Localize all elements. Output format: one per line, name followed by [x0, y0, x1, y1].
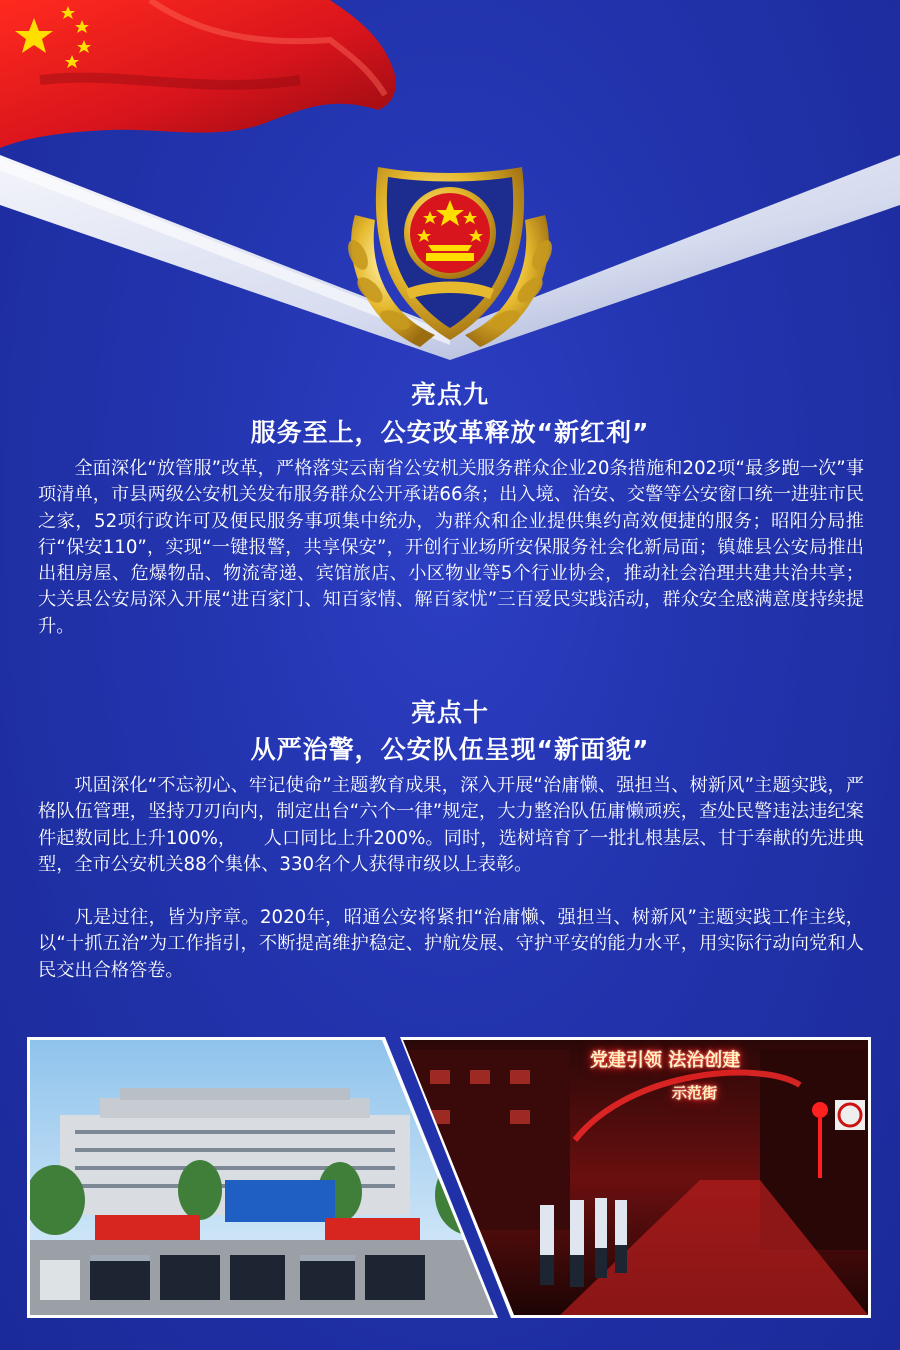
section9-subtitle: 服务至上，公安改革释放“新红利”	[250, 418, 650, 447]
photo-police-assembly	[0, 1030, 900, 1330]
section10-paragraph-2: 凡是过往，皆为序章。2020年，昭通公安将紧扣“治庸懒、强担当、树新风”主题实践工作主线，以“十抓五治”为工作指引，不断提高维护稳定、护航发展、守护平安的能力水平，用实际行动向党和人民交出合格答卷。	[38, 907, 864, 981]
photo-strip	[0, 1030, 900, 1330]
section10-title: 亮点十	[410, 698, 489, 727]
flag-icon	[0, 0, 396, 148]
section9-title: 亮点九	[410, 380, 489, 409]
header-art	[0, 0, 900, 370]
section9-paragraph: 全面深化“放管服”改革，严格落实云南省公安机关服务群众企业20条措施和202项“最多跑一次”事项清单，市县两级公安机关发布服务群众公开承诺66条；出入境、治安、交警等公安窗口统一进驻市民之家，52项行政许可及便民服务事项集中统办，为群众和企业提供集约高效便捷的服务；昭阳分局推行“保安110”，实现“一键报警，共享保安”，开创行业场所安保服务社会化新局面；镇雄县公安局推出出租房屋、危爆物品、物流寄递、宾馆旅店、小区物业等5个行业协会，推动社会治理共建共治共享；大关县公安局深入开展“进百家门、知百家情、解百家忧”三百爱民实践活动，群众安全感满意度持续提升。	[38, 458, 864, 637]
section10-paragraph-1: 巩固深化“不忘初心、牢记使命”主题教育成果，深入开展“治庸懒、强担当、树新风”主题实践，严格队伍管理，坚持刀刃向内，制定出台“六个一律”规定，大力整治队伍庸懒顽疾，查处民警违法违纪案件起数同比上升100%， 人口同比上升200%。同时，选树培育了一批扎根基层、甘于奉献的先进典型，全市公安机关88个集体、330名个人获得市级以上表彰。	[38, 775, 864, 875]
section10-subtitle: 从严治警，公安队伍呈现“新面貌”	[250, 735, 650, 764]
neon-sign-line2: 示范街	[672, 1084, 718, 1102]
neon-sign-line1: 党建引领 法治创建	[590, 1050, 741, 1071]
